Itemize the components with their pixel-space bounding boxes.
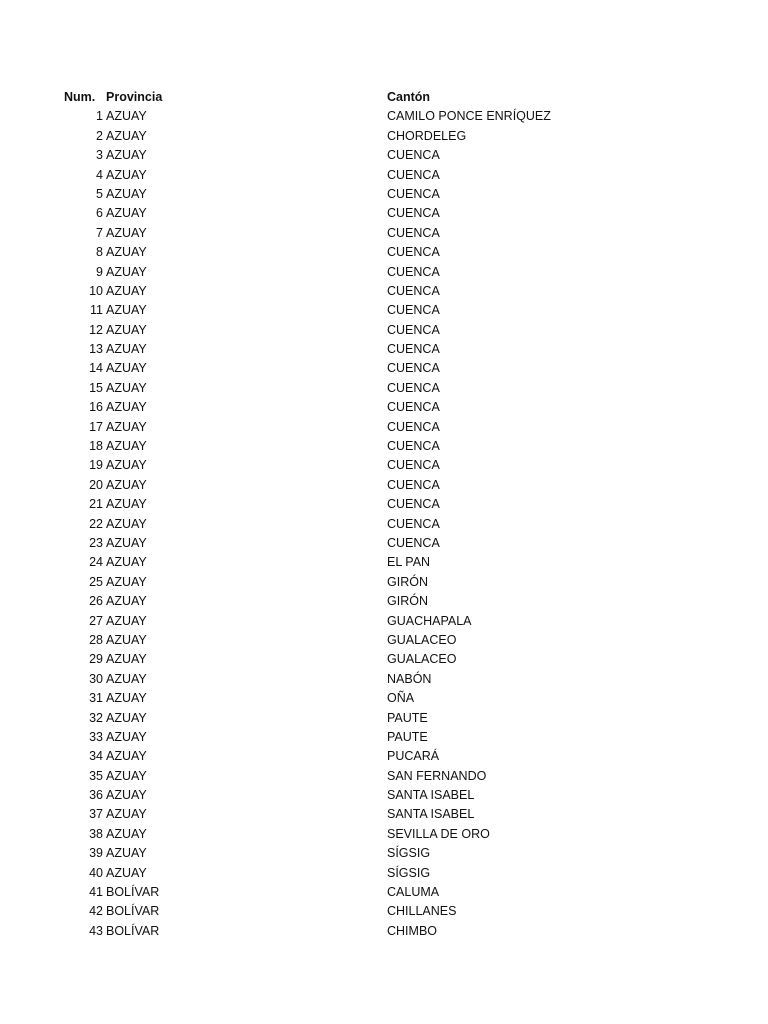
cell-provincia: AZUAY	[106, 691, 147, 706]
header-provincia: Provincia	[106, 90, 163, 104]
cell-num: 19	[89, 458, 103, 473]
header-num: Num.	[64, 90, 96, 104]
table-row	[0, 398, 768, 417]
cell-num: 11	[90, 303, 103, 318]
table-row	[0, 515, 768, 534]
cell-provincia: AZUAY	[106, 400, 147, 415]
cell-canton: CUENCA	[387, 264, 440, 279]
cell-canton: SÍGSIG	[387, 865, 431, 880]
cell-canton: OÑA	[387, 691, 415, 706]
table-row	[0, 534, 768, 553]
table-row	[0, 495, 768, 514]
cell-num: 34	[89, 749, 103, 764]
cell-canton: CUENCA	[387, 342, 440, 357]
table-row	[0, 166, 768, 185]
cell-canton: CUENCA	[387, 186, 440, 201]
table-row	[0, 243, 768, 262]
cell-num: 5	[96, 186, 103, 201]
table-row	[0, 418, 768, 437]
cell-num: 10	[89, 283, 103, 298]
cell-canton: CUENCA	[387, 303, 440, 318]
cell-num: 6	[96, 206, 103, 221]
table-row	[0, 612, 768, 631]
cell-canton: SAN FERNANDO	[387, 768, 487, 783]
table-row	[0, 185, 768, 204]
cell-provincia: AZUAY	[106, 206, 147, 221]
table-row	[0, 709, 768, 728]
cell-num: 2	[96, 128, 103, 143]
cell-num: 18	[89, 439, 103, 454]
cell-num: 32	[89, 710, 103, 725]
cell-provincia: AZUAY	[106, 303, 147, 318]
cell-provincia: AZUAY	[106, 594, 147, 609]
cell-canton: CUENCA	[387, 245, 440, 260]
cell-num: 26	[89, 594, 103, 609]
table-row	[0, 786, 768, 805]
cell-num: 39	[89, 846, 103, 861]
cell-num: 28	[89, 632, 103, 647]
cell-provincia: AZUAY	[106, 419, 147, 434]
table-row	[0, 728, 768, 747]
cell-num: 43	[89, 923, 103, 938]
cell-num: 30	[89, 671, 103, 686]
cell-canton: GUALACEO	[387, 632, 457, 647]
cell-canton: CUENCA	[387, 148, 440, 163]
table-row	[0, 805, 768, 824]
cell-num: 12	[89, 322, 103, 337]
cell-num: 27	[89, 613, 103, 628]
cell-canton: SANTA ISABEL	[387, 788, 475, 803]
cell-canton: CUENCA	[387, 361, 440, 376]
cell-canton: CAMILO PONCE ENRÍQUEZ	[387, 109, 551, 124]
table-body	[0, 107, 768, 941]
cell-canton: CUENCA	[387, 419, 440, 434]
table-row	[0, 902, 768, 921]
table-row	[0, 146, 768, 165]
cell-provincia: AZUAY	[106, 245, 147, 260]
cell-num: 24	[89, 555, 103, 570]
cell-provincia: AZUAY	[106, 264, 147, 279]
cell-canton: SÍGSIG	[387, 846, 431, 861]
cell-canton: NABÓN	[387, 671, 432, 686]
cell-num: 9	[96, 264, 103, 279]
cell-provincia: BOLÍVAR	[106, 904, 160, 919]
cell-canton: GIRÓN	[387, 594, 428, 609]
cell-canton: CALUMA	[387, 885, 440, 900]
cell-provincia: AZUAY	[106, 186, 147, 201]
cell-canton: CUENCA	[387, 167, 440, 182]
cell-provincia: AZUAY	[106, 516, 147, 531]
cell-canton: SANTA ISABEL	[387, 807, 475, 822]
cell-provincia: AZUAY	[106, 749, 147, 764]
cell-provincia: AZUAY	[106, 497, 147, 512]
cell-provincia: AZUAY	[106, 555, 147, 570]
cell-canton: CUENCA	[387, 206, 440, 221]
cell-provincia: AZUAY	[106, 807, 147, 822]
cell-canton: CUENCA	[387, 516, 440, 531]
cell-num: 35	[89, 768, 103, 783]
cell-num: 7	[96, 225, 103, 240]
header-canton: Cantón	[387, 90, 431, 104]
table-row	[0, 379, 768, 398]
cell-canton: CUENCA	[387, 225, 440, 240]
cell-provincia: AZUAY	[106, 826, 147, 841]
cell-canton: EL PAN	[387, 555, 431, 570]
cell-num: 31	[89, 691, 103, 706]
cell-num: 16	[89, 400, 103, 415]
table-row	[0, 553, 768, 572]
cell-num: 25	[89, 574, 103, 589]
cell-provincia: AZUAY	[106, 574, 147, 589]
cell-canton: PAUTE	[387, 729, 428, 744]
cell-num: 3	[96, 148, 103, 163]
table-row	[0, 437, 768, 456]
cell-provincia: AZUAY	[106, 361, 147, 376]
cell-num: 4	[96, 167, 103, 182]
cell-canton: CUENCA	[387, 477, 440, 492]
cell-provincia: AZUAY	[106, 865, 147, 880]
table-row	[0, 340, 768, 359]
cell-provincia: AZUAY	[106, 846, 147, 861]
cell-canton: CHILLANES	[387, 904, 457, 919]
cell-num: 1	[96, 109, 103, 124]
table-row	[0, 224, 768, 243]
cell-provincia: AZUAY	[106, 729, 147, 744]
cell-provincia: AZUAY	[106, 167, 147, 182]
cell-provincia: AZUAY	[106, 535, 147, 550]
cell-provincia: AZUAY	[106, 380, 147, 395]
table-row	[0, 689, 768, 708]
cell-canton: GUACHAPALA	[387, 613, 472, 628]
cell-num: 37	[89, 807, 103, 822]
cell-num: 38	[89, 826, 103, 841]
cell-canton: SEVILLA DE ORO	[387, 826, 490, 841]
cell-canton: PAUTE	[387, 710, 428, 725]
table-row	[0, 127, 768, 146]
cell-num: 23	[89, 535, 103, 550]
cell-provincia: AZUAY	[106, 283, 147, 298]
cell-num: 21	[89, 497, 103, 512]
cell-num: 17	[89, 419, 103, 434]
table-row	[0, 670, 768, 689]
table-row	[0, 263, 768, 282]
cell-canton: CUENCA	[387, 283, 440, 298]
table-row	[0, 359, 768, 378]
cell-canton: CUENCA	[387, 497, 440, 512]
cell-provincia: AZUAY	[106, 477, 147, 492]
table-row	[0, 631, 768, 650]
cell-provincia: AZUAY	[106, 322, 147, 337]
cell-provincia: AZUAY	[106, 439, 147, 454]
cell-provincia: BOLÍVAR	[106, 923, 160, 938]
cell-canton: CHIMBO	[387, 923, 437, 938]
cell-num: 22	[89, 516, 103, 531]
table-row	[0, 321, 768, 340]
table-row	[0, 573, 768, 592]
cell-num: 33	[89, 729, 103, 744]
cell-num: 20	[89, 477, 103, 492]
table-row	[0, 767, 768, 786]
table-row	[0, 883, 768, 902]
cell-num: 42	[89, 904, 103, 919]
cell-provincia: AZUAY	[106, 342, 147, 357]
cell-provincia: AZUAY	[106, 109, 147, 124]
cell-provincia: AZUAY	[106, 768, 147, 783]
cell-provincia: AZUAY	[106, 613, 147, 628]
table-row	[0, 592, 768, 611]
cell-provincia: AZUAY	[106, 652, 147, 667]
cell-canton: CUENCA	[387, 439, 440, 454]
table-row	[0, 825, 768, 844]
table-row	[0, 476, 768, 495]
cell-canton: CUENCA	[387, 458, 440, 473]
cell-canton: CUENCA	[387, 380, 440, 395]
table-row	[0, 301, 768, 320]
cell-provincia: AZUAY	[106, 788, 147, 803]
cell-provincia: AZUAY	[106, 148, 147, 163]
cell-num: 36	[89, 788, 103, 803]
cell-canton: GUALACEO	[387, 652, 457, 667]
cell-num: 41	[89, 885, 103, 900]
table-row	[0, 747, 768, 766]
table-row	[0, 650, 768, 669]
table-row	[0, 844, 768, 863]
cell-canton: CUENCA	[387, 535, 440, 550]
table-row	[0, 282, 768, 301]
cell-provincia: AZUAY	[106, 458, 147, 473]
data-table	[0, 88, 768, 941]
cell-num: 14	[89, 361, 103, 376]
table-row	[0, 107, 768, 126]
cell-provincia: AZUAY	[106, 225, 147, 240]
cell-num: 29	[89, 652, 103, 667]
cell-num: 13	[89, 342, 103, 357]
cell-canton: CHORDELEG	[387, 128, 467, 143]
cell-provincia: AZUAY	[106, 632, 147, 647]
cell-canton: GIRÓN	[387, 574, 428, 589]
cell-provincia: AZUAY	[106, 671, 147, 686]
cell-canton: CUENCA	[387, 322, 440, 337]
cell-canton: PUCARÁ	[387, 749, 440, 764]
table-row	[0, 204, 768, 223]
cell-provincia: AZUAY	[106, 128, 147, 143]
cell-num: 8	[96, 245, 103, 260]
cell-canton: CUENCA	[387, 400, 440, 415]
cell-provincia: BOLÍVAR	[106, 885, 160, 900]
table-row	[0, 864, 768, 883]
cell-provincia: AZUAY	[106, 710, 147, 725]
cell-num: 40	[89, 865, 103, 880]
table-header-row	[0, 88, 768, 107]
cell-num: 15	[89, 380, 103, 395]
table-row	[0, 922, 768, 941]
table-row	[0, 456, 768, 475]
